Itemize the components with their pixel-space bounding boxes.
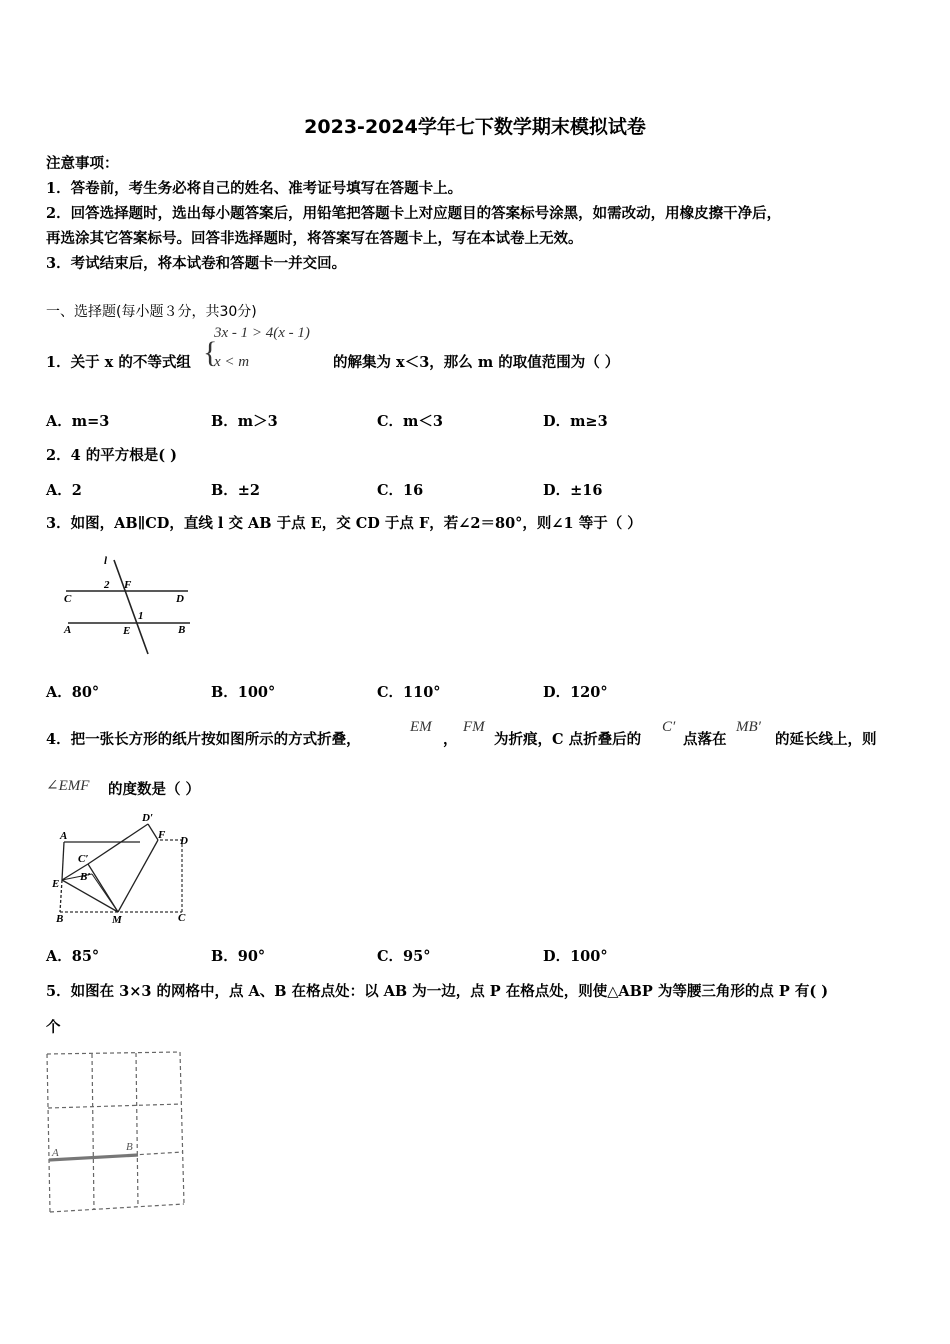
- label-c: C: [64, 593, 72, 605]
- label-d: D: [176, 593, 184, 605]
- q4-option-d: D．100°: [543, 948, 608, 965]
- notice-item-2-line-1: 2．回答选择题时，选出每小题答案后，用铅笔把答题卡上对应题目的答案标号涂黑，如需改动，用橡皮擦干净后，: [46, 205, 782, 222]
- label-c: C: [178, 912, 186, 924]
- label-a: A: [60, 830, 68, 842]
- q3-option-b: B．100°: [211, 684, 276, 701]
- page-title: 2023-2024学年七下数学期末模拟试卷: [304, 116, 646, 138]
- q5-stem: 5．如图在 3×3 的网格中，点 A、B 在格点处：以 AB 为一边，点 P 在格点处，则使△ABP 为等腰三角形的点 P 有( ): [46, 983, 829, 1000]
- label-d-prime: D′: [142, 812, 154, 824]
- q4-folding-figure: [48, 808, 198, 930]
- q4-angle-emf: ∠EMF: [46, 778, 90, 794]
- q4-option-c: C．95°: [377, 948, 431, 965]
- label-e: E: [123, 625, 131, 637]
- label-e: E: [52, 878, 60, 890]
- grid-v-2: [136, 1053, 138, 1207]
- label-a: A: [64, 624, 72, 636]
- q4-text-3: 点落在: [683, 731, 727, 748]
- label-b: B: [56, 913, 64, 925]
- q2-option-b: B．±2: [211, 482, 260, 499]
- crease-em: [62, 880, 118, 912]
- q4-option-b: B．90°: [211, 948, 266, 965]
- q4-option-a: A．85°: [46, 948, 100, 965]
- edge-cd-fold: [88, 824, 148, 864]
- label-angle-2: 2: [104, 579, 110, 591]
- edge-eb: [60, 880, 62, 912]
- label-f: F: [124, 579, 132, 591]
- label-m: M: [112, 914, 122, 926]
- q3-option-d: D．120°: [543, 684, 608, 701]
- grid-v-0: [47, 1054, 50, 1212]
- label-angle-1: 1: [138, 610, 144, 622]
- q1-system-brace: {: [203, 336, 218, 369]
- q1-suffix: 的解集为 x＜3，那么 m 的取值范围为（ ）: [333, 354, 620, 371]
- grid-v-1: [92, 1054, 94, 1210]
- label-c-prime: C′: [78, 853, 89, 865]
- q5-grid-figure: [42, 1048, 192, 1218]
- notice-item-2-line-2: 再选涂其它答案标号。回答非选择题时，将答案写在答题卡上，写在本试卷上无效。: [46, 230, 583, 247]
- line-l: [114, 560, 148, 654]
- q2-option-d: D．±16: [543, 482, 603, 499]
- crease-fm: [118, 840, 158, 912]
- q4-em: EM: [410, 719, 432, 735]
- q4-c-prime: C′: [662, 719, 676, 735]
- grid-h-1: [48, 1104, 182, 1108]
- q3-option-a: A．80°: [46, 684, 100, 701]
- notice-heading: 注意事项：: [46, 155, 119, 172]
- q2-stem: 2．4 的平方根是( ): [46, 447, 177, 464]
- q4-text-1: 4．把一张长方形的纸片按如图所示的方式折叠，: [46, 731, 361, 748]
- label-d: D: [180, 835, 188, 847]
- q1-option-d: D．m≥3: [543, 413, 608, 430]
- section-heading: 一、选择题(每小题３分，共30分): [46, 304, 257, 320]
- q3-parallel-lines-figure: [56, 550, 206, 660]
- q1-option-b: B．m＞3: [211, 413, 278, 430]
- label-b: B: [178, 624, 186, 636]
- notice-item-3: 3．考试结束后，将本试卷和答题卡一并交回。: [46, 255, 347, 272]
- q4-text-5: 的度数是（ ）: [108, 781, 201, 798]
- grid-h-3: [50, 1204, 184, 1212]
- q3-option-c: C．110°: [377, 684, 441, 701]
- q3-stem: 3．如图，AB∥CD，直线 l 交 AB 于点 E，交 CD 于点 F，若∠2＝80°，则∠1 等于（ ）: [46, 515, 642, 532]
- q4-fm: FM: [463, 719, 485, 735]
- label-l: l: [104, 555, 108, 567]
- edge-bm-fold: [92, 874, 118, 912]
- edge-df: [148, 824, 158, 840]
- q5-unit: 个: [46, 1019, 61, 1036]
- q4-text-2: 为折痕，C 点折叠后的: [494, 731, 642, 748]
- q4-comma: ，: [443, 731, 458, 748]
- q2-option-c: C．16: [377, 482, 424, 499]
- q1-prefix: 1．关于 x 的不等式组: [46, 354, 191, 371]
- edge-ae: [62, 842, 64, 880]
- grid-h-0: [47, 1052, 180, 1054]
- q2-option-a: A．2: [46, 482, 82, 499]
- q1-inequality-1: 3x - 1 > 4(x - 1): [214, 325, 310, 341]
- q1-inequality-2: x < m: [214, 354, 250, 370]
- label-a: A: [52, 1147, 59, 1159]
- notice-item-1: 1．答卷前，考生务必将自己的姓名、准考证号填写在答题卡上。: [46, 180, 463, 197]
- q4-mb-prime: MB′: [736, 719, 761, 735]
- label-f: F: [158, 829, 166, 841]
- grid-v-3: [180, 1052, 184, 1204]
- label-b-prime: B′: [80, 871, 91, 883]
- q1-option-c: C．m＜3: [377, 413, 443, 430]
- label-b: B: [126, 1141, 133, 1153]
- q1-option-a: A．m=3: [46, 413, 110, 430]
- q4-text-4: 的延长线上，则: [775, 731, 877, 748]
